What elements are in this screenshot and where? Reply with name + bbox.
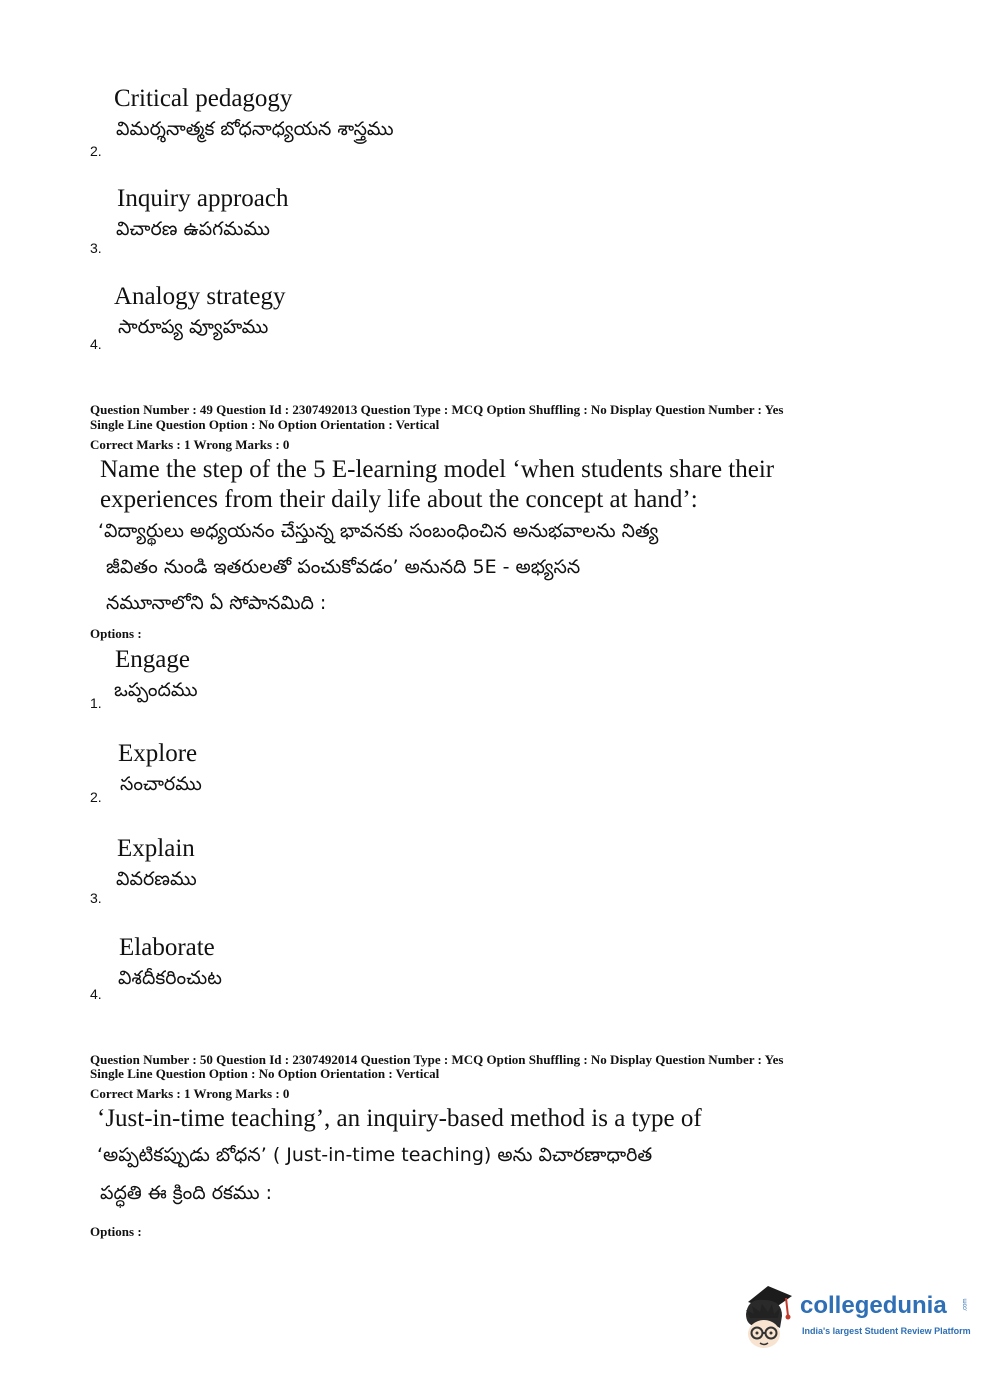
question-marks: Correct Marks : 1 Wrong Marks : 0 [90, 1086, 290, 1101]
options-label: Options : [90, 626, 142, 641]
options-label: Options : [90, 1224, 142, 1239]
question-text-en-line2: experiences from their daily life about the concept at hand’: [100, 486, 698, 513]
question-text-en-line1: Name the step of the 5 E-learning model ‘when students share their [100, 456, 775, 483]
option-text-te: వివరణము [116, 868, 197, 890]
question-meta-line1: Question Number : 49 Question Id : 2307492013 Question Type : MCQ Option Shuffling : No Display Question Number : Yes [90, 402, 784, 417]
logo-tagline: India's largest Student Review Platform [802, 1326, 971, 1336]
question-meta-line1: Question Number : 50 Question Id : 2307492014 Question Type : MCQ Option Shuffling : No Display Question Number : Yes [90, 1052, 784, 1067]
question-meta-line2: Single Line Question Option : No Option Orientation : Vertical [90, 1066, 440, 1081]
option-text-en: Elaborate [119, 934, 215, 961]
option-text-te: విశదీకరించుట [118, 967, 222, 989]
question-marks: Correct Marks : 1 Wrong Marks : 0 [90, 437, 290, 452]
option-number: 4. [90, 336, 102, 352]
collegedunia-logo [742, 1284, 982, 1354]
logo-suffix: .com [962, 1298, 969, 1312]
option-number: 3. [90, 240, 102, 256]
option-text-te: సంచారము [120, 773, 202, 795]
question-text-te-line3: నమూనాలోని ఏ సోపానమిది : [106, 592, 327, 614]
option-number: 2. [90, 789, 102, 805]
option-text-te: ఒప్పందము [114, 679, 198, 701]
question-meta-line2: Single Line Question Option : No Option Orientation : Vertical [90, 417, 440, 432]
question-text-te-line2: జీవితం నుండి ఇతరులతో పంచుకోవడం’ అనునది 5E - అభ్యసన [106, 556, 581, 578]
option-text-te: సారూప్య వ్యూహము [118, 316, 269, 338]
mascot-icon [742, 1284, 800, 1352]
option-text-en: Critical pedagogy [114, 85, 293, 112]
option-number: 1. [90, 695, 102, 711]
option-text-en: Inquiry approach [117, 185, 289, 212]
option-number: 3. [90, 890, 102, 906]
question-text-en-line1: ‘Just-in-time teaching’, an inquiry-based method is a type of [97, 1105, 702, 1132]
question-text-te-line1: ‘అప్పటికప్పుడు బోధన’ ( Just-in-time teaching) అను విచారణాధారిత [97, 1144, 653, 1166]
option-text-te: విచారణ ఉపగమము [116, 218, 270, 240]
option-text-te: విమర్శనాత్మక బోధనాధ్యయన శాస్త్రము [116, 118, 394, 140]
option-text-en: Analogy strategy [114, 283, 286, 310]
option-text-en: Engage [115, 646, 190, 673]
logo-wordmark: collegedunia [800, 1292, 947, 1319]
question-text-te-line2: పద్ధతి ఈ క్రింది రకము : [100, 1182, 273, 1204]
option-number: 2. [90, 143, 102, 159]
option-text-en: Explain [117, 835, 195, 862]
question-text-te-line1: ‘విద్యార్థులు అధ్యయనం చేస్తున్న భావనకు సంబంధించిన అనుభవాలను నిత్య [98, 520, 659, 542]
option-text-en: Explore [118, 740, 198, 767]
option-number: 4. [90, 986, 102, 1002]
